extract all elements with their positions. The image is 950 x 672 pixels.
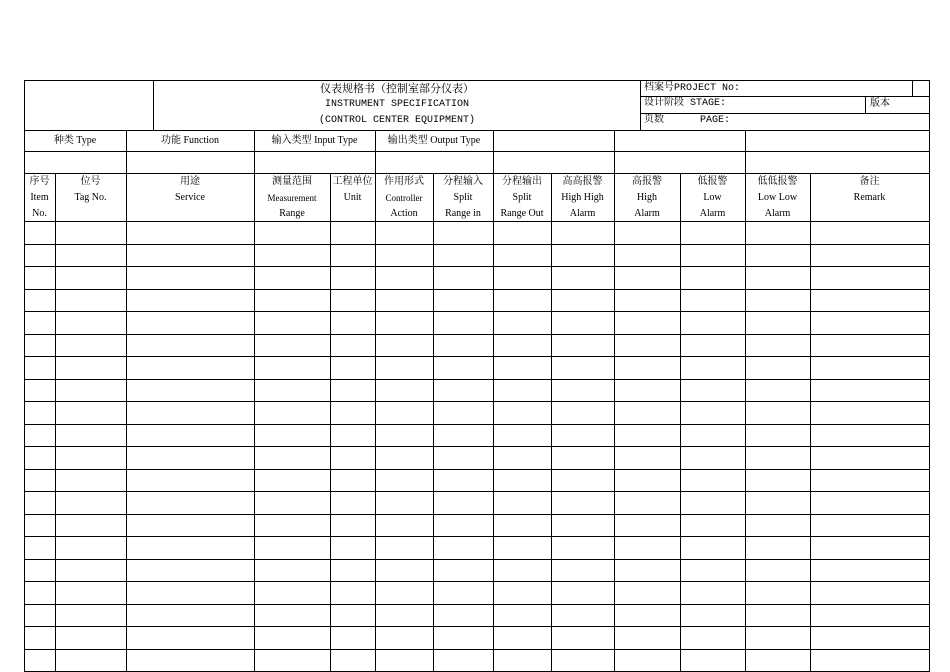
column-header-en2: Alarm	[569, 208, 596, 219]
column-header-en2: Alarm	[699, 208, 726, 219]
column-divider	[614, 173, 615, 671]
version-label: 版本	[870, 98, 890, 109]
project-box-divider	[912, 80, 913, 96]
type-divider	[614, 130, 615, 173]
output-type-label: 输出类型 Output Type	[387, 135, 481, 146]
title-top-border	[24, 80, 930, 81]
meta-line	[640, 113, 929, 114]
column-header-zh: 序号	[29, 176, 50, 187]
table-row	[24, 244, 930, 245]
column-header-en1: Item	[30, 192, 49, 203]
column-divider	[126, 173, 127, 671]
table-row	[24, 514, 930, 515]
title-left-divider	[153, 80, 154, 130]
column-header-en1: Split	[453, 192, 473, 203]
column-header-zh: 高高报警	[562, 176, 603, 187]
type-divider	[254, 130, 255, 173]
column-header-en1: High High	[561, 192, 604, 203]
table-row	[24, 491, 930, 492]
column-header-en1: Measurement	[267, 193, 317, 203]
column-header-en2: Range	[279, 208, 305, 219]
title-subtitle: (CONTROL CENTER EQUIPMENT)	[318, 115, 476, 126]
table-row	[24, 334, 930, 335]
type-label: 种类 Type	[53, 135, 97, 146]
type-values-bottom	[24, 173, 930, 174]
column-header-zh: 位号	[80, 176, 101, 187]
meta-line	[640, 96, 929, 97]
table-row	[24, 401, 930, 402]
column-header-en1: Tag No.	[74, 192, 107, 203]
column-header-en2: Alarm	[764, 208, 791, 219]
type-divider	[375, 130, 376, 173]
column-header-en1: Service	[175, 192, 205, 203]
title-bottom-border	[24, 130, 930, 131]
column-header-en2: No.	[32, 208, 47, 219]
type-row-bottom	[24, 151, 930, 152]
column-header-en2: Action	[390, 208, 418, 219]
table-row	[24, 559, 930, 560]
column-header-zh: 低低报警	[757, 176, 798, 187]
table-row	[24, 266, 930, 267]
type-divider	[126, 130, 127, 173]
header-bottom	[24, 221, 930, 222]
table-row	[24, 446, 930, 447]
design-stage-label: 设计阶段 STAGE:	[644, 98, 727, 109]
type-divider	[493, 130, 494, 173]
table-row	[24, 289, 930, 290]
left-border	[24, 80, 25, 671]
column-header-en1: Split	[512, 192, 532, 203]
table-row	[24, 649, 930, 650]
column-divider	[375, 173, 376, 671]
column-header-zh: 分程输入	[443, 176, 483, 187]
column-header-en1: Controller	[385, 193, 423, 203]
title-english: INSTRUMENT SPECIFICATION	[324, 99, 470, 110]
table-row	[24, 469, 930, 470]
column-divider	[680, 173, 681, 671]
column-divider	[254, 173, 255, 671]
column-header-en1: High	[637, 192, 657, 203]
title-chinese: 仪表规格书（控制室部分仪表）	[320, 83, 474, 95]
column-header-zh: 测量范围	[272, 176, 312, 187]
table-row	[24, 379, 930, 380]
column-divider	[551, 173, 552, 671]
column-header-en1: Low Low	[757, 192, 798, 203]
column-divider	[810, 173, 811, 671]
column-header-en1: Unit	[343, 192, 362, 203]
column-header-zh: 高报警	[632, 176, 662, 187]
column-header-zh: 用途	[180, 176, 200, 187]
table-row	[24, 536, 930, 537]
column-header-en2: Range Out	[500, 208, 544, 219]
column-header-en2: Range in	[445, 208, 481, 219]
column-header-zh: 工程单位	[332, 176, 373, 187]
column-divider	[493, 173, 494, 671]
column-header-zh: 低报警	[697, 176, 728, 187]
column-divider	[330, 173, 331, 671]
column-header-zh: 分程输出	[502, 176, 542, 187]
column-divider	[745, 173, 746, 671]
meta-divider	[640, 80, 641, 130]
table-row	[24, 604, 930, 605]
column-header-en2: Alarm	[634, 208, 660, 219]
column-header-zh: 作用形式	[384, 176, 424, 187]
function-label: 功能 Function	[160, 135, 220, 146]
page-label: 页数 PAGE:	[644, 115, 731, 126]
version-divider	[865, 96, 866, 113]
input-type-label: 输入类型 Input Type	[271, 135, 358, 146]
type-divider	[745, 130, 746, 173]
table-row	[24, 581, 930, 582]
table-row	[24, 311, 930, 312]
project-number-label: 档案号PROJECT No:	[644, 83, 741, 94]
table-row	[24, 356, 930, 357]
column-divider	[433, 173, 434, 671]
column-divider	[55, 173, 56, 671]
column-header-en1: Remark	[853, 192, 886, 203]
right-border	[929, 80, 930, 671]
column-header-zh: 备注	[859, 176, 880, 187]
column-header-en1: Low	[703, 192, 722, 203]
table-row	[24, 424, 930, 425]
table-row	[24, 626, 930, 627]
